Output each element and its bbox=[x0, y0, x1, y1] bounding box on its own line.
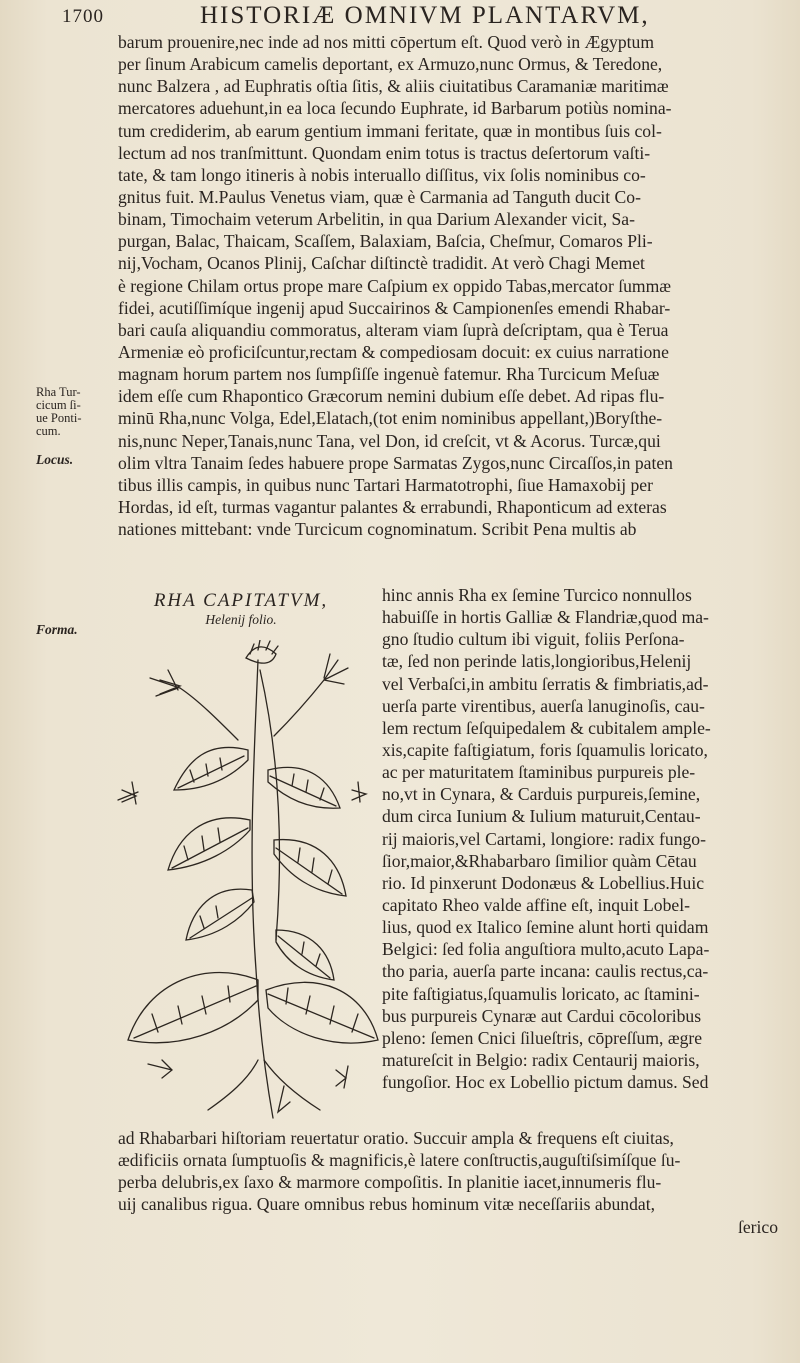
plate-caption bbox=[126, 590, 356, 628]
text-line: lectum ad nos tranſmittunt. Quondam enim totus is tractus deſertorum vaſti- bbox=[118, 142, 651, 163]
text-line: lius, quod ex Italico ſemine alunt horti quidam bbox=[382, 917, 709, 938]
text-line: è regione Chilam ortus prope mare Caſpium ex oppido Tabas,mercator ſummæ bbox=[118, 275, 671, 296]
margin-note-rha-turcicum: Rha Tur- cicum ſi- ue Ponti- cum. bbox=[36, 385, 82, 438]
plant-woodcut-illustration bbox=[108, 640, 384, 1120]
catchword: ſerico bbox=[737, 1216, 778, 1237]
text-line: lem rectum ſeſquipedalem & cubitalem ample- bbox=[382, 717, 711, 738]
text-line: tate, & tam longo itineris à nobis interuallo diſſitus, vix ſolis nominibus co- bbox=[118, 164, 646, 185]
running-title: HISTORIÆ OMNIVM PLANTARVM, bbox=[200, 2, 650, 29]
text-line: gno ſtudio cultum ibi viguit, foliis Perſona- bbox=[382, 629, 685, 650]
text-line: dum circa Iunium & Iulium maturuit,Centau- bbox=[382, 806, 701, 827]
text-line: Belgici: ſed folia anguſtiora multo,acuto Lapa- bbox=[382, 939, 710, 960]
margin-note-forma: Forma. bbox=[36, 622, 78, 637]
plate-subtitle: Helenij folio. bbox=[205, 612, 277, 627]
text-line: nij,Vocham, Ocanos Plinij, Caſchar diſtinctè tradidit. At verò Chagi Memet bbox=[118, 253, 645, 274]
text-line: rij maioris,vel Cartami, longiore: radix fungo- bbox=[382, 828, 706, 849]
text-line: barum prouenire,nec inde ad nos mitti cōpertum eſt. Quod verò in Ægyptum bbox=[118, 32, 654, 52]
text-line: vel Verbaſci,in ambitu ſerratis & fimbriatis,ad- bbox=[382, 673, 709, 694]
text-line: per ſinum Arabicum camelis deportant, ex Armuzo,nunc Ormus, & Teredone, bbox=[118, 54, 663, 75]
text-line: minū Rha,nunc Volga, Edel,Elatach,(tot enim nominibus appellant,)Boryſthe- bbox=[118, 408, 663, 429]
text-line: nationes mittebant: vnde Turcicum cognominatum. Scribit Pena multis ab bbox=[118, 519, 637, 540]
text-line: tum crediderim, ab earum gentium immani feritate, quæ in montibus ſuis col- bbox=[118, 120, 662, 141]
text-line: idem eſſe cum Rhapontico Græcorum nemini dubium eſſe debet. Ad ripas flu- bbox=[118, 386, 665, 407]
text-line: pleno: ſemen Cnici ſilueſtris, cōpreſſum, ægre bbox=[382, 1027, 703, 1048]
wrap-text-block bbox=[382, 584, 782, 1093]
text-line: pite faſtigiatus,ſquamulis loricato, ac ſtamini- bbox=[382, 983, 700, 1004]
text-line: olim vltra Tanaim ſedes habuere prope Sarmatas Zygos,nunc Circaſſos,in paten bbox=[118, 452, 673, 473]
text-line: magnam horum partem nos ſumpſiſſe ingenuè fatemur. Rha Turcicum Meſuæ bbox=[118, 364, 660, 385]
text-line: rio. Id pinxerunt Dodonæus & Lobellius.Huic bbox=[382, 872, 705, 893]
page-header bbox=[0, 2, 800, 32]
text-line: binam, Timochaim veterum Arbelitin, in qua Darium Alexander vicit, Sa- bbox=[118, 209, 635, 230]
text-line: perba delubris,ex ſaxo & marmore compoſitis. In planitie iacet,innumeris flu- bbox=[118, 1172, 662, 1193]
main-text-block bbox=[118, 31, 778, 540]
text-line: ad Rhabarbari hiſtoriam reuertatur oratio. Succuir ampla & frequens eſt ciuitas, bbox=[118, 1128, 674, 1148]
closing-text-block bbox=[118, 1127, 778, 1238]
text-line: ac per maturitatem ſtaminibus purpureis ple- bbox=[382, 762, 696, 783]
text-line: gnitus fuit. M.Paulus Venetus viam, quæ è Carmania ad Tanguth ducit Co- bbox=[118, 186, 641, 207]
margin-note-locus: Locus. bbox=[36, 452, 74, 467]
text-line: bus purpureis Cynaræ aut Cardui cōcoloribus bbox=[382, 1005, 702, 1026]
text-line: fidei, acutiſſimíque ingenij apud Succairinos & Campionenſes emendi Rhabar- bbox=[118, 297, 671, 318]
text-line: ædificiis ornata ſumptuoſis & magnificis,è latere conſtructis,auguſtiſsimíſque ſu- bbox=[118, 1150, 681, 1171]
text-line: xis,capite faſtigiatum, foris ſquamulis loricato, bbox=[382, 739, 708, 760]
text-line: uij canalibus rigua. Quare omnibus rebus hominum vitæ neceſſariis abundat, bbox=[118, 1194, 655, 1215]
text-line: uerſa parte virentibus, auerſa lanuginoſis, cau- bbox=[382, 695, 705, 716]
text-line: tæ, ſed non perinde latis,longioribus,Helenij bbox=[382, 651, 692, 672]
text-line: bari cauſa aliquandiu commoratus, alteram viam ſuprà deſcriptam, qua è Terua bbox=[118, 319, 669, 340]
page-number: 1700 bbox=[62, 6, 104, 27]
text-line: capitato Rheo valde affine eſt, inquit Lobel- bbox=[382, 894, 690, 915]
text-line: no,vt in Cynara, & Carduis purpureis,ſemine, bbox=[382, 784, 701, 805]
plate-title: RHA CAPITATVM, bbox=[153, 590, 329, 611]
text-line: matureſcit in Belgio: radix Centaurij maioris, bbox=[382, 1049, 700, 1070]
rhubarb-plant-icon bbox=[108, 640, 384, 1120]
text-line: tibus illis campis, in quibus nunc Tartari Harmatotrophi, ſiue Hamaxobij per bbox=[118, 474, 653, 495]
text-line: Armeniæ eò proficiſcuntur,rectam & compediosam docuit: ex cuius narratione bbox=[118, 341, 669, 362]
text-line: hinc annis Rha ex ſemine Turcico nonnullos bbox=[382, 585, 692, 605]
text-line: nunc Balzera , ad Euphratis oſtia ſitis, & aliis ciuitatibus Caramaniæ maritimæ bbox=[118, 76, 669, 97]
text-line: nis,nunc Neper,Tanais,nunc Tana, vel Don, id creſcit, vt & Acorus. Turcæ,qui bbox=[118, 430, 661, 451]
text-line: Hordas, id eſt, turmas vagantur palantes & errabundi, Rhaponticum ad exteras bbox=[118, 496, 667, 517]
text-line: mercatores aduehunt,in ea loca ſecundo Euphrate, id Barbarum potiùs nomina- bbox=[118, 98, 672, 119]
text-line: tho paria, auerſa parte incana: caulis rectus,ca- bbox=[382, 961, 709, 982]
text-line: ſior,maior,&Rhabarbaro ſimilior quàm Cētau bbox=[382, 850, 697, 871]
text-line: purgan, Balac, Thaicam, Scaſſem, Balaxiam, Baſcia, Cheſmur, Comaros Pli- bbox=[118, 231, 653, 252]
text-line: habuiſſe in hortis Galliæ & Flandriæ,quod ma- bbox=[382, 607, 709, 628]
text-line: fungoſior. Hoc ex Lobellio pictum damus. Sed bbox=[382, 1072, 709, 1093]
